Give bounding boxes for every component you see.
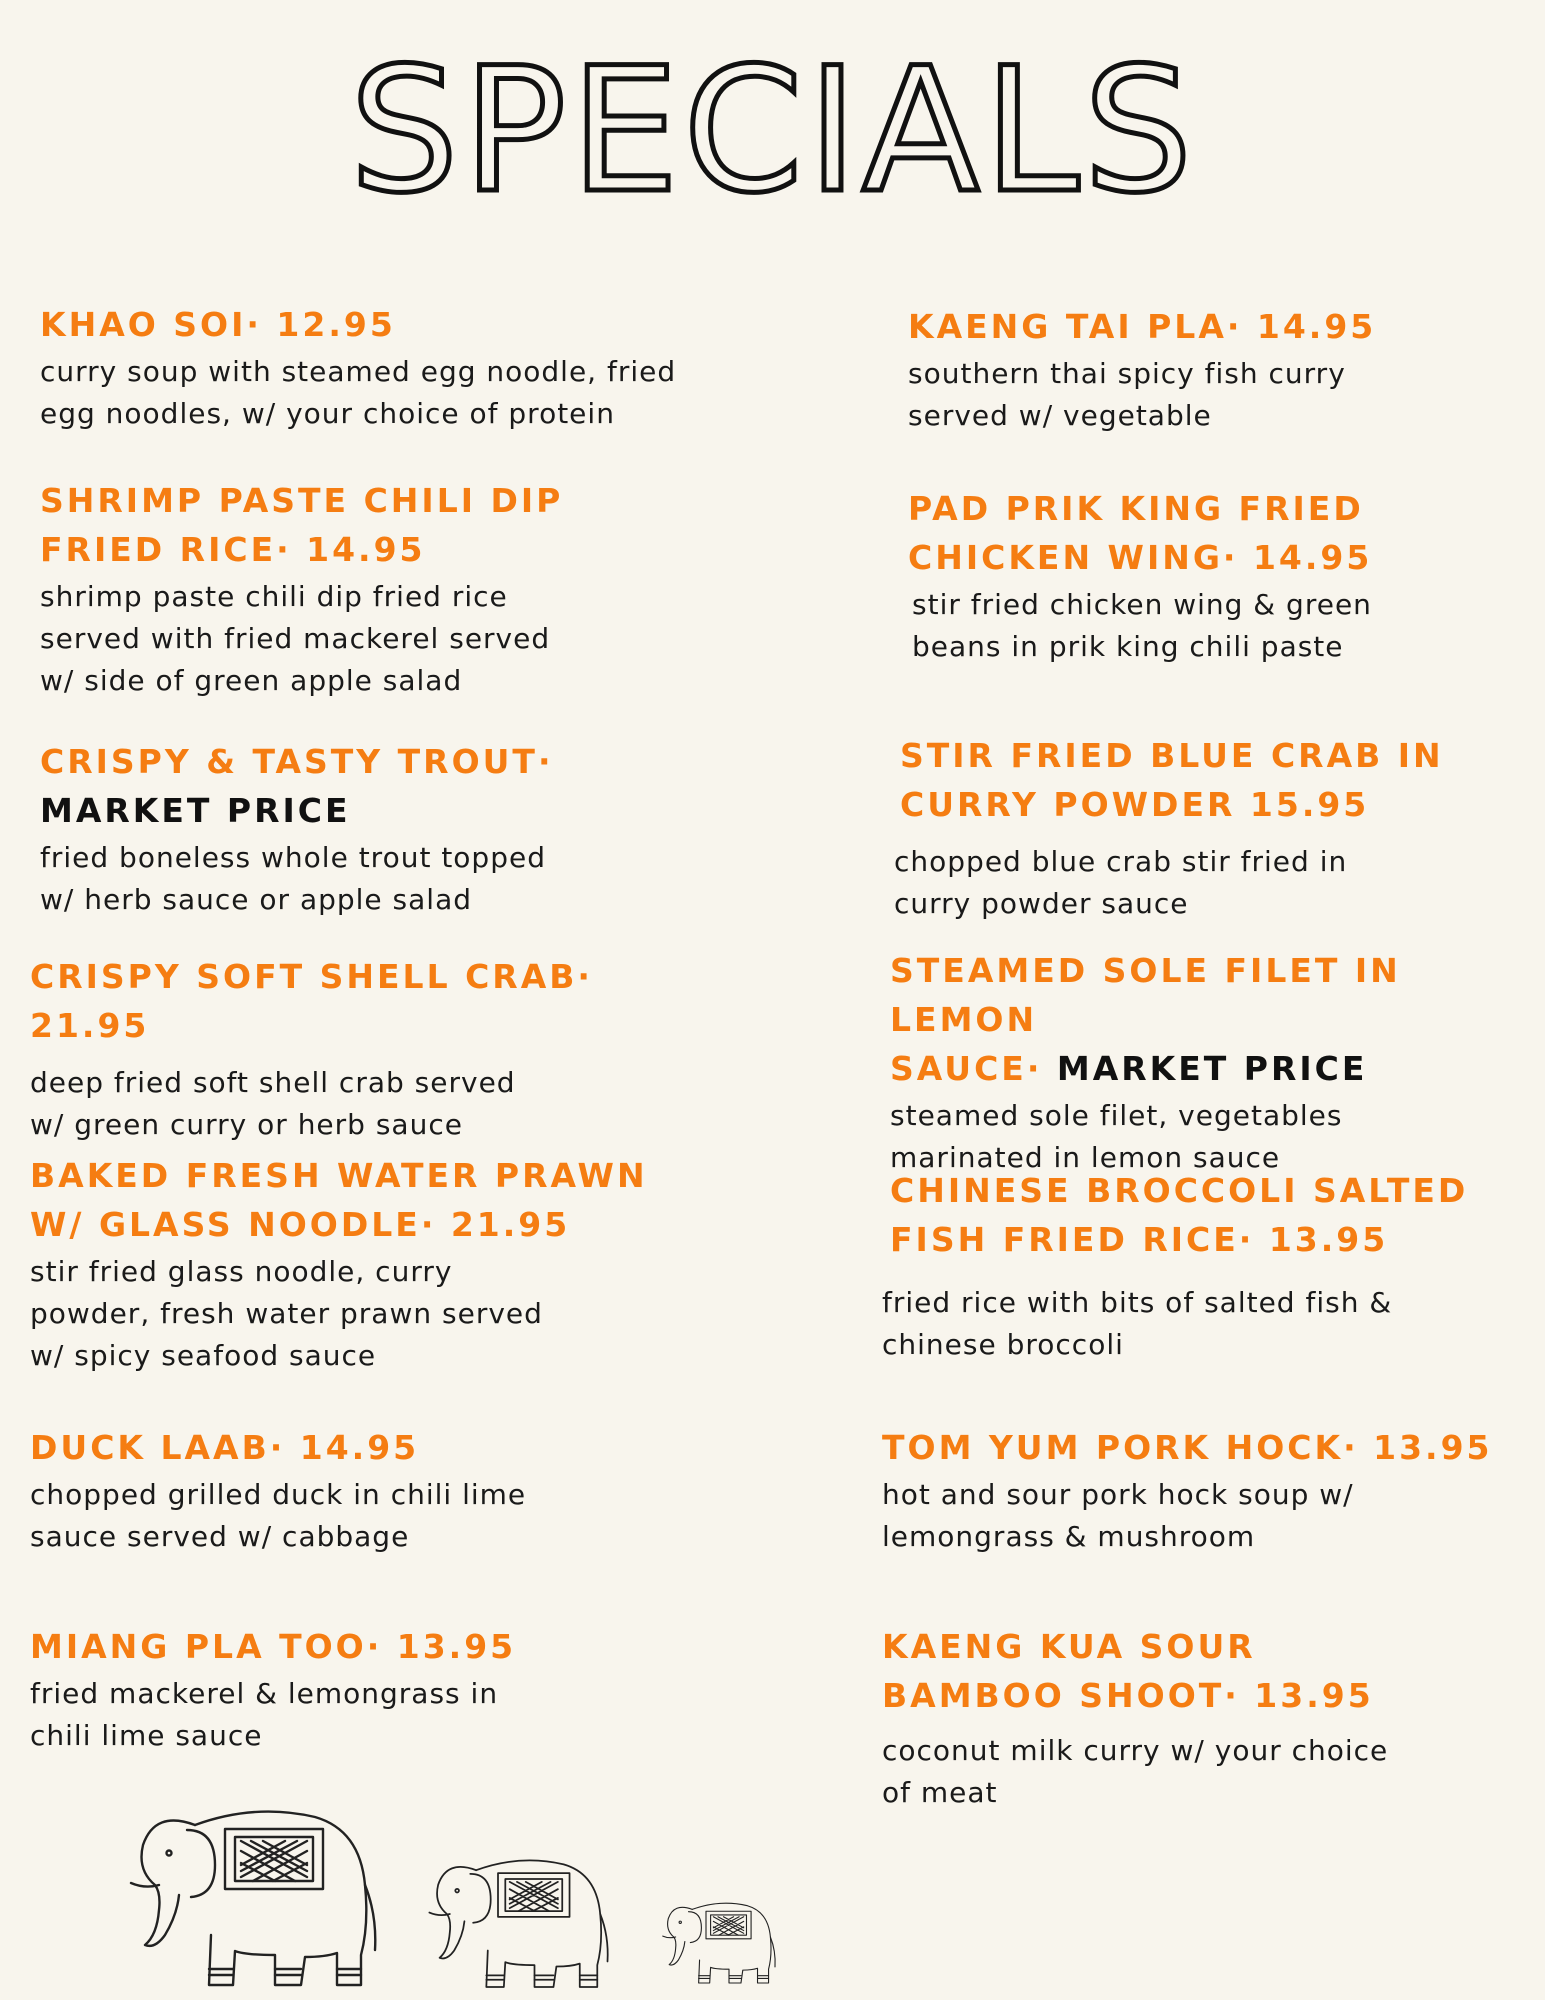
- menu-title: [0, 40, 1545, 220]
- menu-item-crispy-trout: [40, 737, 720, 921]
- menu-item-broccoli-salted-fish-rice: [882, 1166, 1540, 1366]
- menu-item-miang-pla-too: [30, 1622, 710, 1757]
- item-description: southern thai spicy fish curry served w/ vegetable: [908, 357, 1346, 432]
- item-description: steamed sole filet, vegetables marinated in lemon sauce: [890, 1099, 1343, 1174]
- elephant-icon: [663, 1903, 775, 1983]
- menu-item-khao-soi: [40, 300, 720, 435]
- item-description: stir fried chicken wing & green beans in prik king chili paste: [912, 588, 1372, 663]
- menu-item-kaeng-tai-pla: [908, 302, 1538, 437]
- elephant-icon: [429, 1860, 607, 1987]
- menu-item-kaeng-kua-bamboo: [882, 1622, 1540, 1814]
- menu-item-duck-laab: [30, 1423, 710, 1558]
- item-name: TOM YUM PORK HOCK· 13.95: [882, 1428, 1493, 1467]
- item-name: BAKED FRESH WATER PRAWN W/ GLASS NOODLE· 21.95: [30, 1156, 648, 1244]
- item-name: SHRIMP PASTE CHILI DIP FRIED RICE· 14.95: [40, 481, 564, 569]
- item-description: stir fried glass noodle, curry powder, fresh water prawn served w/ spicy seafood sauce: [30, 1255, 543, 1372]
- item-name: CHINESE BROCCOLI SALTED FISH FRIED RICE· 13.95: [890, 1171, 1469, 1259]
- menu-title-text: SPECIALS: [348, 40, 1197, 220]
- item-name: MIANG PLA TOO· 13.95: [30, 1627, 517, 1666]
- item-name: KHAO SOI· 12.95: [40, 305, 396, 344]
- item-description: fried rice with bits of salted fish & chinese broccoli: [882, 1286, 1393, 1361]
- market-price-label: MARKET PRICE: [1056, 1049, 1368, 1088]
- elephant-icon: [131, 1812, 375, 1985]
- menu-item-steamed-sole-filet: [890, 946, 1540, 1179]
- item-name: KAENG TAI PLA· 14.95: [908, 307, 1377, 346]
- item-description: deep fried soft shell crab served w/ green curry or herb sauce: [30, 1066, 516, 1141]
- item-name: KAENG KUA SOUR BAMBOO SHOOT· 13.95: [882, 1627, 1374, 1715]
- item-description: fried boneless whole trout topped w/ herb sauce or apple salad: [40, 841, 546, 916]
- menu-item-soft-shell-crab: [30, 952, 710, 1146]
- item-description: coconut milk curry w/ your choice of meat: [882, 1734, 1389, 1809]
- item-description: fried mackerel & lemongrass in chili lime sauce: [30, 1677, 499, 1752]
- item-name: CRISPY & TASTY TROUT· MARKET PRICE: [40, 742, 554, 830]
- elephant-decoration: [125, 1775, 805, 1995]
- item-name: DUCK LAAB· 14.95: [30, 1428, 420, 1467]
- menu-item-tom-yum-pork-hock: [882, 1423, 1540, 1558]
- item-name: CRISPY SOFT SHELL CRAB· 21.95: [30, 957, 593, 1045]
- menu-item-prik-king-chicken-wing: [908, 484, 1538, 668]
- item-description: hot and sour pork hock soup w/ lemongrass & mushroom: [882, 1478, 1354, 1553]
- menu-item-shrimp-paste-fried-rice: [40, 476, 720, 702]
- item-name: PAD PRIK KING FRIED CHICKEN WING· 14.95: [908, 489, 1373, 577]
- item-name: STIR FRIED BLUE CRAB IN CURRY POWDER 15.95: [900, 736, 1444, 824]
- item-description: shrimp paste chili dip fried rice served with fried mackerel served w/ side of green apple salad: [40, 580, 551, 697]
- item-description: chopped blue crab stir fried in curry powder sauce: [894, 845, 1348, 920]
- market-price-label: MARKET PRICE: [40, 791, 351, 830]
- item-description: chopped grilled duck in chili lime sauce served w/ cabbage: [30, 1478, 527, 1553]
- item-name: STEAMED SOLE FILET IN LEMON SAUCE· MARKET PRICE: [890, 951, 1401, 1088]
- menu-item-fresh-water-prawn: [30, 1151, 710, 1377]
- item-description: curry soup with steamed egg noodle, fried egg noodles, w/ your choice of protein: [40, 355, 677, 430]
- menu-item-blue-crab-curry: [894, 731, 1538, 925]
